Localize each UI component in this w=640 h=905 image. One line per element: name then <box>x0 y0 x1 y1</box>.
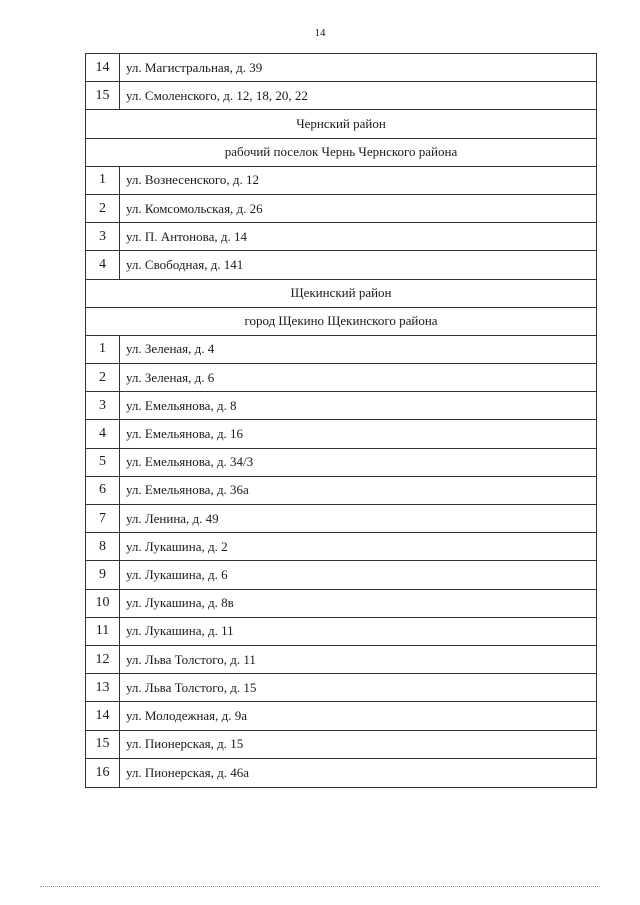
row-number: 4 <box>86 251 120 278</box>
table-row <box>86 646 596 674</box>
address-table <box>85 53 597 788</box>
row-number: 4 <box>86 420 120 447</box>
row-number: 8 <box>86 533 120 560</box>
address-cell: ул. Зеленая, д. 4 <box>126 341 215 357</box>
address-cell: ул. Комсомольская, д. 26 <box>126 200 263 216</box>
table-row <box>86 505 596 533</box>
address-cell: ул. Ленина, д. 49 <box>126 510 219 526</box>
table-row <box>86 702 596 730</box>
address-cell: ул. Магистральная, д. 39 <box>126 59 263 75</box>
row-number: 3 <box>86 392 120 419</box>
row-number: 15 <box>86 82 120 109</box>
table-row <box>86 195 596 223</box>
row-number: 11 <box>86 618 120 645</box>
table-row <box>86 731 596 759</box>
row-number: 2 <box>86 364 120 391</box>
section-header-row: Чернский район <box>86 110 596 138</box>
table-row <box>86 449 596 477</box>
table-row <box>86 618 596 646</box>
address-cell: ул. Льва Толстого, д. 15 <box>126 679 257 695</box>
address-cell: ул. Вознесенского, д. 12 <box>126 172 259 188</box>
table-row <box>86 251 596 279</box>
address-cell: ул. Лукашина, д. 11 <box>126 623 234 639</box>
section-header-row: Щекинский район <box>86 280 596 308</box>
table-row <box>86 336 596 364</box>
address-cell: ул. Емельянова, д. 34/3 <box>126 454 254 470</box>
table-row <box>86 533 596 561</box>
section-header-row: рабочий поселок Чернь Чернского района <box>86 139 596 167</box>
address-cell: ул. Емельянова, д. 36а <box>126 482 249 498</box>
address-cell: ул. Лукашина, д. 6 <box>126 566 228 582</box>
address-cell: ул. Пионерская, д. 46а <box>126 764 250 780</box>
row-number: 15 <box>86 731 120 758</box>
row-number: 3 <box>86 223 120 250</box>
address-cell: ул. Лукашина, д. 8в <box>126 595 234 611</box>
address-cell: ул. Зеленая, д. 6 <box>126 369 215 385</box>
row-number: 14 <box>86 54 120 81</box>
row-number: 10 <box>86 590 120 617</box>
address-cell: ул. Смоленского, д. 12, 18, 20, 22 <box>126 87 308 103</box>
row-number: 13 <box>86 674 120 701</box>
table-row <box>86 54 596 82</box>
table-row <box>86 561 596 589</box>
row-number: 1 <box>86 167 120 194</box>
row-number: 12 <box>86 646 120 673</box>
address-cell: ул. Льва Толстого, д. 11 <box>126 651 256 667</box>
table-row <box>86 759 596 787</box>
row-number: 5 <box>86 449 120 476</box>
row-number: 2 <box>86 195 120 222</box>
address-cell: ул. П. Антонова, д. 14 <box>126 228 247 244</box>
table-row <box>86 590 596 618</box>
row-number: 9 <box>86 561 120 588</box>
row-number: 1 <box>86 336 120 363</box>
table-row <box>86 392 596 420</box>
page-number: 14 <box>314 27 326 39</box>
section-header-row: город Щекино Щекинского района <box>86 308 596 336</box>
address-cell: ул. Молодежная, д. 9а <box>126 707 248 723</box>
address-cell: ул. Свободная, д. 141 <box>126 256 244 272</box>
table-row <box>86 82 596 110</box>
address-cell: ул. Пионерская, д. 15 <box>126 736 244 752</box>
row-number: 16 <box>86 759 120 787</box>
scan-artifact-line <box>40 886 600 889</box>
row-number: 14 <box>86 702 120 729</box>
table-row <box>86 420 596 448</box>
row-number: 6 <box>86 477 120 504</box>
table-row <box>86 167 596 195</box>
address-cell: ул. Лукашина, д. 2 <box>126 538 228 554</box>
row-number: 7 <box>86 505 120 532</box>
table-row <box>86 223 596 251</box>
address-cell: ул. Емельянова, д. 8 <box>126 397 237 413</box>
address-cell: ул. Емельянова, д. 16 <box>126 426 244 442</box>
table-row <box>86 364 596 392</box>
table-row <box>86 674 596 702</box>
table-row <box>86 477 596 505</box>
